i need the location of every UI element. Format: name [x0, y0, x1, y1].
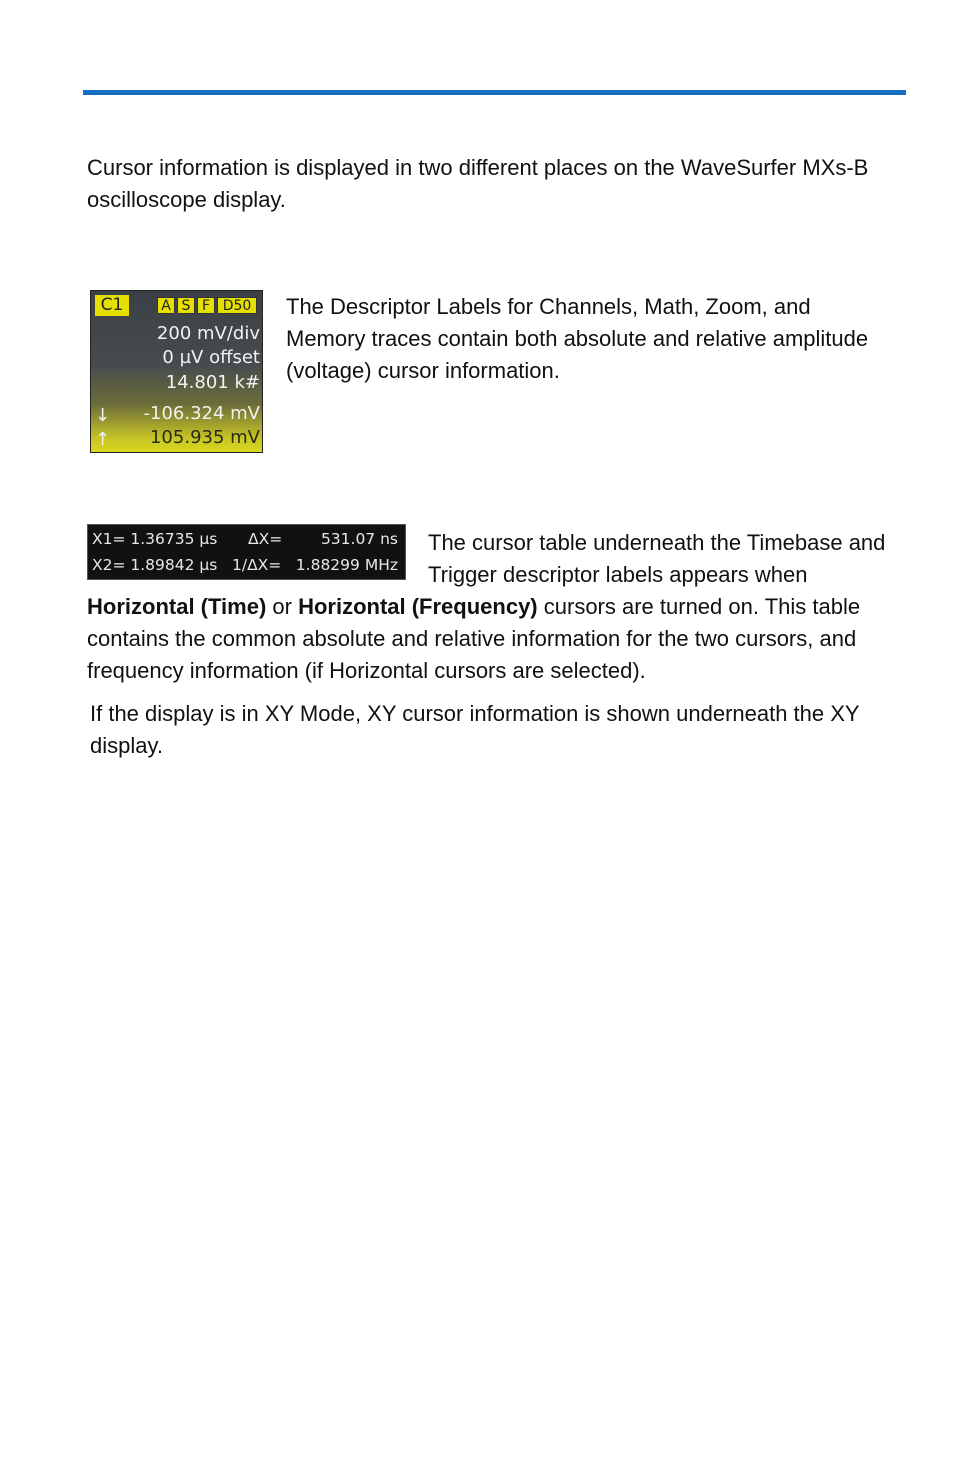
cursor-table-paragraph-tail: cursors are turned on. This table contains the common absolute and relative information for the two cursors, and frequency information (if Horizontal cursors are selected). — [87, 594, 861, 683]
flag-s: S — [177, 297, 195, 314]
cursor-table-image — [87, 524, 406, 580]
inverse-delta-x-label: 1/ΔX= — [232, 556, 282, 574]
cursor-table-paragraph-start: The cursor table underneath the Timebase and Trigger descriptor labels appears when — [428, 530, 886, 587]
flag-d50: D50 — [217, 297, 257, 314]
x2-readout: X2= 1.89842 µs — [92, 556, 218, 574]
horizontal-frequency-term: Horizontal (Frequency) — [298, 594, 538, 619]
channel-descriptor-label-image — [90, 290, 263, 453]
xy-mode-paragraph: If the display is in XY Mode, XY cursor information is shown underneath the XY display. — [90, 701, 860, 758]
descriptor-paragraph: The Descriptor Labels for Channels, Math, Zoom, and Memory traces contain both absolute and relative amplitude (voltage) cursor information. — [286, 294, 869, 383]
x1-readout: X1= 1.36735 µs — [92, 530, 218, 548]
cursor-down-value: -106.324 mV — [143, 403, 260, 424]
flag-f: F — [197, 297, 215, 314]
intro-paragraph: Cursor information is displayed in two different places on the WaveSurfer MXs-B oscilloscope display. — [87, 155, 869, 212]
header-rule — [83, 90, 906, 95]
sample-count: 14.801 k# — [165, 372, 260, 393]
horizontal-time-term: Horizontal (Time) — [87, 594, 267, 619]
vertical-scale: 200 mV/div — [156, 323, 260, 344]
flag-a: A — [157, 297, 175, 314]
cursor-table-paragraph-rest — [87, 591, 907, 687]
offset-value: 0 µV offset — [162, 347, 260, 368]
down-arrow-icon: ↓ — [95, 405, 111, 426]
up-arrow-icon: ↑ — [95, 429, 111, 450]
delta-x-label: ΔX= — [248, 530, 283, 548]
cursor-up-value: 105.935 mV — [149, 427, 260, 448]
or-word: or — [266, 594, 299, 619]
channel-badge: C1 — [95, 295, 129, 316]
delta-x-value: 531.07 ns — [320, 530, 398, 548]
cursor-row-2 — [92, 553, 402, 577]
inverse-delta-x-value: 1.88299 MHz — [295, 556, 398, 574]
cursor-row-1 — [92, 527, 402, 551]
